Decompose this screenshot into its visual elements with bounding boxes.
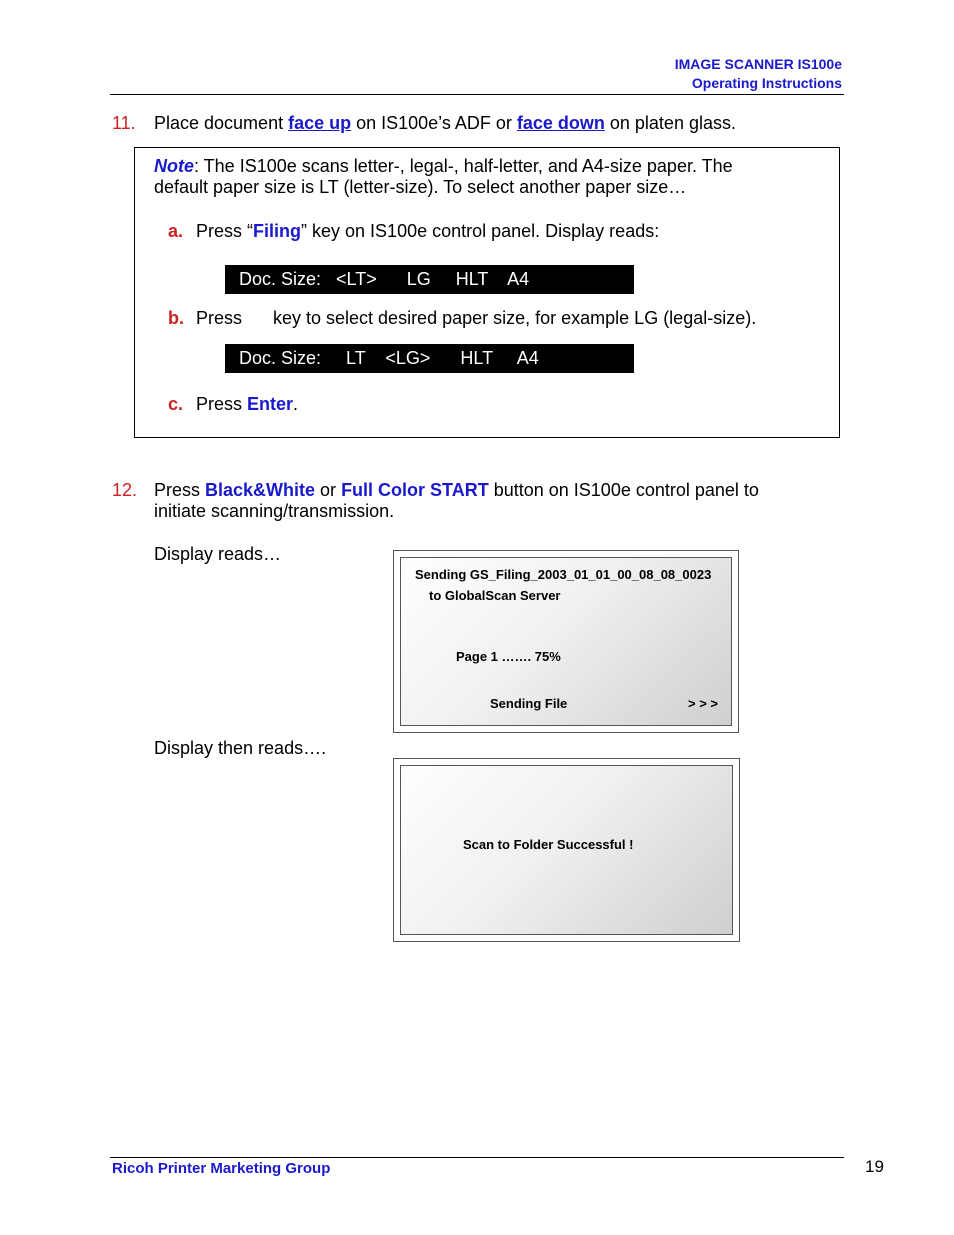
step-a-text-2: ” key on IS100e control panel. Display reads: [301, 221, 660, 241]
step-12-text-2: or [315, 480, 342, 500]
black-white-button-label: Black&White [205, 480, 316, 500]
step-12-text-1: Press [154, 480, 206, 500]
lcd-doc-size-lg: Doc. Size: LT <LG> HLT A4 [225, 344, 634, 373]
header-title: IMAGE SCANNER IS100e [674, 56, 842, 72]
step-a-text-1: Press “ [196, 221, 254, 241]
note-line-1-rest: : The IS100e scans letter-, legal-, half-letter, and A4-size paper. The [194, 156, 733, 176]
step-b-text-2: key to select desired paper size, for example LG (legal-size). [273, 308, 757, 328]
step-11-text-3: on platen glass. [604, 113, 736, 133]
success-display-panel [393, 758, 740, 942]
step-c-marker: c. [168, 394, 184, 414]
step-11-text-1: Place document [154, 113, 289, 133]
sending-status: Sending File [490, 696, 568, 711]
step-12-text-3: button on IS100e control panel to [488, 480, 759, 500]
success-message: Scan to Folder Successful ! [463, 837, 634, 852]
display-then-reads-label: Display then reads…. [154, 738, 327, 758]
note-label: Note [154, 156, 194, 176]
face-up-link[interactable]: face up [288, 113, 352, 133]
face-down-link[interactable]: face down [516, 113, 605, 133]
enter-key: Enter [247, 394, 294, 414]
step-c-text-1: Press [196, 394, 248, 414]
step-b-text-1: Press [196, 308, 243, 328]
sending-line-2: to GlobalScan Server [429, 588, 561, 603]
step-b-marker: b. [168, 308, 184, 328]
display-reads-label: Display reads… [154, 544, 282, 564]
step-a-text [196, 221, 659, 242]
filing-key: Filing [253, 221, 302, 241]
sending-line-1: Sending GS_Filing_2003_01_01_00_08_08_0023 [415, 567, 712, 582]
header-subtitle: Operating Instructions [691, 75, 842, 91]
page-progress: Page 1 ……. 75% [456, 649, 561, 664]
progress-arrows: > > > [688, 696, 718, 711]
note-line-2: default paper size is LT (letter-size). To select another paper size… [154, 177, 687, 197]
full-color-start-label: Full Color START [341, 480, 489, 500]
step-a-marker: a. [168, 221, 184, 241]
step-12-text [154, 480, 759, 501]
step-c-text [196, 394, 298, 415]
note-line-1 [154, 156, 733, 177]
step-11-text [154, 113, 736, 134]
step-11-text-2: on IS100e’s ADF or [351, 113, 517, 133]
page-number: 19 [865, 1157, 884, 1176]
header-rule [110, 94, 844, 95]
sending-display-panel [393, 550, 739, 733]
lcd-doc-size-lt: Doc. Size: <LT> LG HLT A4 [225, 265, 634, 294]
footer-rule [110, 1157, 844, 1158]
step-12-line-2: initiate scanning/transmission. [154, 501, 395, 521]
step-11-number: 11. [112, 113, 136, 133]
step-c-text-2: . [293, 394, 299, 414]
step-12-number: 12. [112, 480, 138, 500]
footer-org: Ricoh Printer Marketing Group [112, 1160, 331, 1177]
